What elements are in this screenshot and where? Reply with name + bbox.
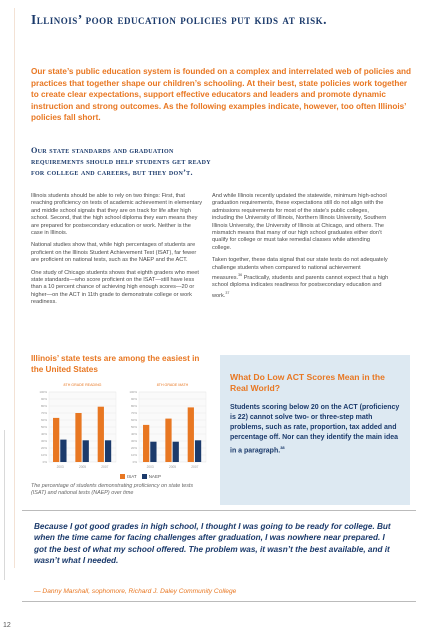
y-tick-label: 50%: [130, 425, 137, 430]
bar-isat: [75, 413, 81, 462]
y-tick-label: 10%: [130, 453, 137, 458]
bar-naep: [105, 440, 111, 462]
y-tick-label: 100%: [39, 390, 47, 395]
act-sidebar: [220, 355, 410, 505]
x-tick-label: 2007: [191, 465, 199, 469]
sidebar-title: What Do Low ACT Scores Mean in the Real World?: [230, 372, 385, 393]
y-tick-label: 50%: [40, 425, 47, 430]
right-paragraph-3-text: Practically, students and parents cannot expect that a high school diploma indicates readiness for postsecondary education and work.: [212, 274, 389, 299]
left-paragraph-2: National studies show that, while high percentages of students are proficient on the Illinois Student Achievement Test (ISAT), far fewer are proficient on national tests, such as the NAEP and the ACT.: [31, 242, 197, 264]
right-paragraph-2-text: Taken together, these data signal that our state tests do not adequately challenge students when compared to national achievement measures.: [212, 257, 388, 281]
bar-isat: [143, 425, 149, 462]
sidebar-body: Students scoring below 20 on the ACT (proficiency is 22) cannot solve two- or three-step math problems, such as rate, proportion, tax added and percentage off. Nor can they identify the main idea in a paragraph.: [230, 404, 400, 454]
x-tick-label: 2005: [78, 465, 87, 469]
y-tick-label: 0%: [42, 460, 47, 465]
right-paragraph-1: And while Illinois recently updated the statewide, minimum high-school graduation requirements, these expectations still do not align with the admissions requirements for most of the state’s public colleges, including the University of Illinois, Northern Illinois University, Southern Illinois University, the University of Illinois at Chicago, and others. The mismatch means that many of our high school graduates either don’t qualify for college or must take remedial classes while attending college.: [212, 193, 387, 251]
legend-swatch-isat: [120, 474, 125, 479]
bar-naep: [195, 440, 201, 462]
y-tick-label: 60%: [40, 418, 47, 423]
y-tick-label: 30%: [40, 439, 47, 444]
charts-container: [31, 378, 209, 470]
chart-title: 8TH GRADE READING: [63, 383, 102, 387]
legend-label-naep: NAEP: [148, 474, 161, 480]
page-title: Illinois’ poor education policies put kids at risk.: [31, 12, 327, 27]
y-tick-label: 90%: [130, 397, 137, 402]
chart-title: 8TH GRADE MATH: [156, 383, 189, 387]
y-tick-label: 20%: [40, 446, 47, 451]
x-tick-label: 2003: [146, 465, 154, 469]
y-tick-label: 80%: [40, 404, 47, 409]
footnote-ref-36: 36: [238, 273, 243, 278]
bar-naep: [150, 442, 156, 462]
y-tick-label: 80%: [130, 404, 137, 409]
y-tick-label: 10%: [40, 453, 47, 458]
quote-attribution: — Danny Marshall, sophomore, Richard J. Daley Community College: [34, 588, 237, 595]
y-tick-label: 100%: [129, 390, 137, 395]
y-tick-label: 60%: [130, 418, 137, 423]
bar-naep: [173, 442, 179, 462]
bar-isat: [188, 407, 194, 462]
y-tick-label: 70%: [130, 411, 137, 416]
y-tick-label: 90%: [40, 397, 47, 402]
chart-section-title: Illinois’ state tests are among the easiest in the United States: [31, 354, 200, 374]
y-tick-label: 0%: [132, 460, 137, 465]
side-rule: [14, 8, 15, 568]
quote-text: Because I got good grades in high school, I thought I was going to be ready for college. But when the time came for facing challenges after graduation, I was nowhere near prepared. I got the best of what my school offered. The problem was, it wasn’t the best available, and it wasn’t what I needed.: [34, 522, 391, 565]
bar-isat: [98, 407, 104, 462]
y-tick-label: 40%: [40, 432, 47, 437]
chart-legend: [120, 474, 161, 479]
left-paragraph-3: One study of Chicago students shows that eighth graders who meet state standards—who score proficient on the ISAT—still have less than a 10 percent chance of achieving high enough scores—20 or higher—on the ACT in 11th grade to demonstrate college or work readiness.: [31, 269, 199, 306]
footnote-ref-38: 38: [280, 444, 285, 450]
charts-svg: [31, 378, 209, 470]
right-paragraph-2: [212, 257, 390, 300]
chart-caption: The percentage of students demonstrating proficiency on state tests (ISAT) and national tests (NAEP) over time: [31, 483, 194, 496]
bar-naep: [60, 440, 66, 462]
section-subheading: Our state standards and graduation requirements should help students get ready for college and careers, but they don’t.: [31, 146, 211, 178]
bar-naep: [83, 440, 89, 462]
side-rule-lower: [4, 430, 5, 580]
sidebar-text: [230, 403, 400, 456]
x-tick-label: 2003: [56, 465, 64, 469]
x-tick-label: 2005: [168, 465, 177, 469]
left-column: [31, 193, 203, 312]
x-tick-label: 2007: [101, 465, 109, 469]
bar-isat: [53, 418, 59, 462]
right-column: [212, 193, 390, 305]
legend-label-isat: ISAT: [127, 474, 137, 480]
y-tick-label: 70%: [40, 411, 47, 416]
bar-isat: [165, 419, 171, 462]
y-tick-label: 40%: [130, 432, 137, 437]
y-tick-label: 30%: [130, 439, 137, 444]
quote-box: [22, 510, 416, 602]
left-paragraph-1: Illinois students should be able to rely on two things: First, that reaching proficiency on tests of academic achievement in elementary and middle school signals that they are on track for life after high school. Second, that the high school diploma they earn means they are prepared for postsecondary education or work. Neither is the case in Illinois.: [31, 193, 203, 237]
intro-paragraph: Our state’s public education system is founded on a complex and interrelated web of policies and practices that together shape our children’s schooling. At their best, state policies work together to create clear expectations, support effective educators and leaders and promote dynamic instruction and strong outcomes. As the following examples indicate, however, too often Illinois’ policies fall short.: [31, 67, 412, 123]
legend-swatch-naep: [142, 474, 147, 479]
page-number: 12: [3, 622, 11, 629]
footnote-ref-37: 37: [225, 290, 230, 295]
y-tick-label: 20%: [130, 446, 137, 451]
